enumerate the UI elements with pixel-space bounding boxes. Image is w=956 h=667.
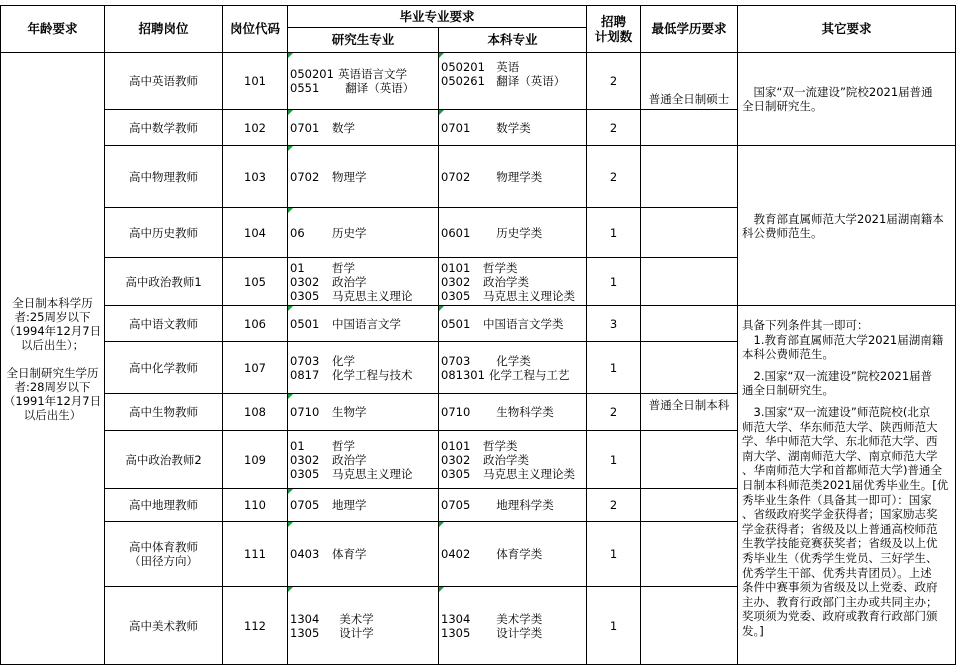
major-code: 0703: [290, 353, 320, 368]
plan-cell: [587, 146, 640, 207]
plan-count: 1: [609, 452, 618, 467]
major-name: 化学工程与技术: [332, 367, 413, 382]
major-name: 物理学: [332, 169, 367, 184]
major-name: 英语: [489, 60, 520, 74]
grid-line: [0, 664, 956, 665]
comment-marker: [288, 146, 293, 151]
other-req-line: 2.国家“双一流建设”院校2021届普: [742, 368, 933, 383]
post-code: 111: [244, 547, 266, 561]
plan-cell: [587, 110, 640, 145]
post-name: 高中历史教师: [129, 225, 198, 240]
plan-cell: [587, 431, 640, 488]
major-code: 0101: [441, 438, 471, 453]
post-code: 106: [244, 316, 266, 331]
plan-count: 1: [609, 618, 618, 633]
header-major-group-label: 毕业专业要求: [399, 8, 475, 24]
post-cell: [105, 342, 222, 393]
ug-major-cell: [441, 394, 586, 430]
code-cell: [223, 53, 287, 109]
other-req-line: 本科公费师范生。: [742, 347, 834, 362]
code-cell: [223, 394, 287, 430]
major-name: 数学类: [489, 120, 531, 135]
post-cell: [105, 489, 222, 521]
major-name: 体育学: [332, 547, 367, 561]
plan-cell: [587, 522, 640, 586]
header-other-label: 其它要求: [821, 21, 872, 36]
plan-cell: [587, 53, 640, 109]
post-code: 107: [244, 360, 266, 375]
grad-major-cell: [290, 342, 438, 393]
post-cell: [105, 146, 222, 207]
edu-label: 普通全日制本科: [648, 398, 730, 412]
post-code: 104: [244, 225, 266, 240]
major-code: 0101: [441, 260, 471, 275]
major-name: 中国语言文学: [332, 316, 401, 331]
major-name: 化学类: [489, 353, 531, 368]
post-code: 109: [244, 452, 266, 467]
post-code: 110: [244, 498, 266, 512]
major-code: 0703: [441, 353, 471, 368]
plan-count: 1: [609, 547, 618, 561]
plan-count: 3: [609, 316, 618, 331]
post-cell: [105, 208, 222, 257]
major-name: 翻译（英语）: [489, 74, 566, 88]
major-name: 哲学类: [483, 438, 518, 453]
other-req-line: 1.教育部直属师范大学2021届湖南籍: [742, 332, 944, 347]
comment-marker: [439, 522, 444, 527]
header-plan: [587, 6, 640, 52]
post-cell: [105, 258, 222, 305]
other-req-line: 学、华中师范大学、东北师范大学、西: [742, 434, 938, 449]
post-name: 高中地理教师: [129, 498, 198, 512]
major-code: 0701: [441, 120, 471, 135]
grad-major-cell: [290, 258, 438, 305]
major-name: 历史学类: [489, 225, 543, 240]
code-cell: [223, 258, 287, 305]
major-name: 化学: [332, 353, 355, 368]
other-req-line: 生教学技能竞赛获奖者；省级及以上优: [742, 536, 938, 551]
other-req-line: 优秀学生干部、优秀共青团员）。上述: [742, 565, 932, 580]
major-name: 翻译（英语）: [338, 81, 415, 95]
major-name: 生物学: [332, 405, 367, 419]
plan-cell: [587, 342, 640, 393]
header-plan-line2: 计划数: [594, 29, 633, 44]
grad-major-cell: [290, 431, 438, 488]
comment-marker: [288, 489, 293, 494]
plan-cell: [587, 208, 640, 257]
other-requirement-1: [738, 53, 955, 145]
post-name: 高中体育教师: [129, 540, 198, 554]
major-code: 0302: [441, 274, 471, 289]
major-code: 0305: [290, 466, 320, 481]
major-code: 01: [290, 438, 305, 453]
other-req-line: 日制本科师范类2021届优秀毕业生。[优: [742, 477, 949, 492]
major-name: 美术学类: [489, 611, 543, 626]
other-req-line: 全日制研究生。: [742, 99, 823, 113]
major-name: 哲学: [332, 260, 355, 275]
other-req-line: 发。]: [742, 623, 764, 638]
grad-major-cell: [290, 146, 438, 207]
header-post: [105, 6, 222, 52]
major-code: 0302: [290, 452, 320, 467]
comment-marker: [288, 587, 293, 592]
post-cell: [105, 522, 222, 586]
code-cell: [223, 146, 287, 207]
major-name: 哲学类: [483, 260, 518, 275]
comment-marker: [439, 110, 444, 115]
other-req-line: 学金获得者；省级及以上普通高校师范: [742, 521, 938, 536]
major-code: 0501: [441, 316, 471, 331]
major-code: 0403: [290, 547, 320, 561]
major-code: 081301: [441, 367, 485, 382]
grid-line: [438, 27, 439, 665]
ug-major-cell: [441, 587, 586, 664]
code-cell: [223, 208, 287, 257]
major-name: 数学: [332, 120, 355, 135]
major-code: 1305: [290, 625, 320, 640]
post-name: 高中化学教师: [129, 360, 198, 375]
edu-label: 普通全日制硕士: [648, 92, 730, 106]
plan-count: 2: [609, 120, 618, 135]
major-code: 1304: [290, 611, 320, 626]
ug-major-cell: [441, 146, 586, 207]
major-code: 050261: [441, 74, 485, 88]
major-name: 设计学类: [489, 625, 543, 640]
other-req-line: 通全日制研究生。: [742, 383, 834, 398]
grad-major-cell: [290, 110, 438, 145]
major-name: 政治学: [332, 452, 367, 467]
major-code: 0817: [290, 367, 320, 382]
major-code: 0601: [441, 225, 471, 240]
major-code: 0501: [290, 316, 320, 331]
other-req-line: 、华南师范大学和首都师范大学)普通全: [742, 463, 942, 478]
header-grad-major: [288, 28, 438, 52]
header-age: [1, 6, 104, 52]
header-code-label: 岗位代码: [229, 21, 280, 36]
post-code: 108: [244, 405, 266, 419]
major-code: 1304: [441, 611, 471, 626]
grad-major-cell: [290, 53, 438, 109]
post-cell: [105, 431, 222, 488]
grad-major-cell: [290, 522, 438, 586]
ug-major-cell: [441, 489, 586, 521]
other-req-line: 秀毕业生（优秀学生党员、三好学生、: [742, 550, 938, 565]
post-name: 高中语文教师: [129, 316, 198, 331]
age-req-line: 者:28周岁以下: [14, 379, 91, 394]
major-name: 马克思主义理论类: [483, 288, 575, 303]
plan-count: 2: [609, 498, 618, 512]
other-req-line: [742, 398, 951, 405]
ug-major-cell: [441, 208, 586, 257]
comment-marker: [288, 208, 293, 213]
comment-marker: [288, 306, 293, 311]
header-edu: [641, 6, 737, 52]
plan-count: 2: [609, 405, 618, 419]
header-plan-line1: 招聘: [600, 14, 626, 29]
grid-line: [287, 5, 288, 665]
other-req-line: 秀毕业生条件（具备其一即可）：国家: [742, 492, 932, 507]
post-cell: [105, 306, 222, 341]
header-code: [223, 6, 287, 52]
other-req-line: [742, 362, 951, 369]
code-cell: [223, 110, 287, 145]
other-req-line: 具备下列条件其一即可：: [742, 318, 869, 332]
edu-requirement-grad: [641, 53, 737, 145]
major-name: 生物科学类: [489, 405, 554, 419]
major-code: 0402: [441, 547, 471, 561]
comment-marker: [288, 522, 293, 527]
major-code: 01: [290, 260, 305, 275]
code-cell: [223, 431, 287, 488]
other-requirement-3: [738, 318, 955, 658]
major-name: 化学工程与工艺: [489, 367, 570, 382]
major-code: 050201: [290, 67, 334, 81]
post-direction: （田径方向）: [129, 554, 198, 568]
ug-major-cell: [441, 60, 586, 102]
header-age-label: 年龄要求: [27, 21, 78, 36]
age-req-line: （1991年12月7日: [3, 393, 102, 408]
other-req-line: 、省级政府奖学金获得者；国家励志奖: [742, 507, 938, 522]
age-req-line: 全日制本科学历: [12, 295, 93, 310]
major-code: 0702: [290, 169, 320, 184]
post-cell: [105, 53, 222, 109]
major-code: 0701: [290, 120, 320, 135]
header-post-label: 招聘岗位: [138, 21, 189, 36]
post-name: 高中物理教师: [129, 169, 198, 184]
ug-major-cell: [441, 306, 586, 341]
header-major-group: [288, 6, 586, 27]
grad-major-cell: [290, 306, 438, 341]
code-cell: [223, 489, 287, 521]
code-cell: [223, 522, 287, 586]
major-code: 0710: [441, 405, 471, 419]
major-name: 哲学: [332, 438, 355, 453]
major-code: 0305: [441, 288, 471, 303]
major-name: 马克思主义理论: [332, 466, 413, 481]
other-req-line: 南大学、湖南师范大学、南京师范大学: [742, 448, 938, 463]
major-code: 06: [290, 225, 305, 240]
major-name: 政治学类: [483, 274, 529, 289]
major-code: 0702: [441, 169, 471, 184]
plan-count: 1: [609, 274, 618, 289]
major-name: 政治学类: [483, 452, 529, 467]
age-requirement: [1, 53, 104, 664]
plan-cell: [587, 258, 640, 305]
header-ug-major: [439, 28, 586, 52]
grad-major-cell: [290, 394, 438, 430]
post-code: 112: [244, 618, 266, 633]
other-req-line: 科公费师范生。: [742, 225, 823, 240]
ug-major-cell: [441, 110, 586, 145]
post-name: 高中英语教师: [129, 74, 198, 88]
grad-major-cell: [290, 208, 438, 257]
major-name: 马克思主义理论类: [483, 466, 575, 481]
plan-count: 2: [609, 74, 618, 88]
header-ug-major-label: 本科专业: [487, 32, 538, 47]
post-name: 高中政治教师2: [125, 452, 202, 467]
post-name: 高中生物教师: [129, 405, 198, 419]
post-cell: [105, 110, 222, 145]
plan-cell: [587, 587, 640, 664]
comment-marker: [288, 53, 293, 58]
ug-major-cell: [441, 258, 586, 305]
major-code: 0705: [290, 498, 320, 512]
plan-count: 1: [609, 360, 618, 375]
major-name: 英语语言文学: [338, 67, 407, 81]
other-req-line: 师范大学、华东师范大学、陕西师范大: [742, 419, 938, 434]
header-edu-label: 最低学历要求: [651, 21, 727, 36]
major-code: 0305: [290, 288, 320, 303]
post-name: 高中美术教师: [129, 618, 198, 633]
plan-cell: [587, 489, 640, 521]
edu-requirement-ug: [641, 146, 737, 664]
age-req-line: 者:25周岁以下: [14, 309, 91, 324]
major-code: 0305: [441, 466, 471, 481]
major-name: 地理科学类: [489, 498, 554, 512]
plan-cell: [587, 306, 640, 341]
age-req-line: 全日制研究生学历: [6, 365, 99, 380]
plan-cell: [587, 394, 640, 430]
other-req-line: 奖项须为党委、政府或教育行政部门颁: [742, 609, 938, 624]
comment-marker: [439, 587, 444, 592]
post-code: 101: [244, 74, 266, 88]
other-req-line: 条件中赛事须为省级及以上党委、政府: [742, 580, 938, 595]
other-requirement-2: [738, 146, 955, 305]
major-code: 1305: [441, 625, 471, 640]
post-code: 102: [244, 120, 266, 135]
ug-major-cell: [441, 431, 586, 488]
plan-count: 2: [609, 169, 618, 184]
post-name: 高中政治教师1: [125, 274, 202, 289]
age-req-line: 以后出生）；: [20, 337, 85, 352]
code-cell: [223, 306, 287, 341]
major-code: 050201: [441, 60, 485, 74]
comment-marker: [288, 110, 293, 115]
major-code: 0705: [441, 498, 471, 512]
comment-marker: [439, 53, 444, 58]
age-req-line: （1994年12月7日: [3, 323, 102, 338]
major-name: 体育学类: [489, 547, 543, 561]
code-cell: [223, 587, 287, 664]
other-req-line: 教育部直属师范大学2021届湖南籍本: [742, 211, 944, 226]
major-name: 设计学: [332, 625, 374, 640]
ug-major-cell: [441, 342, 586, 393]
major-name: 美术学: [332, 611, 374, 626]
post-code: 105: [244, 274, 266, 289]
major-code: 0302: [290, 274, 320, 289]
post-cell: [105, 394, 222, 430]
major-code: 0551: [290, 81, 320, 95]
comment-marker: [439, 306, 444, 311]
major-name: 中国语言文学类: [483, 316, 564, 331]
major-name: 物理学类: [489, 169, 543, 184]
major-name: 地理学: [332, 498, 367, 512]
post-name: 高中数学教师: [129, 120, 198, 135]
major-name: 政治学: [332, 274, 367, 289]
post-cell: [105, 587, 222, 664]
header-other: [738, 6, 955, 52]
age-req-line: 以后出生）: [23, 407, 82, 422]
comment-marker: [288, 394, 293, 399]
other-req-line: 国家“双一流建设”院校2021届普通: [742, 85, 933, 99]
major-code: 0710: [290, 405, 320, 419]
other-req-line: 主办、教育行政部门主办或共同主办；: [742, 594, 938, 609]
grad-major-cell: [290, 587, 438, 664]
plan-count: 1: [609, 225, 618, 240]
other-req-line: 3.国家“双一流建设”师范院校(北京: [742, 404, 931, 419]
header-grad-major-label: 研究生专业: [331, 32, 395, 47]
ug-major-cell: [441, 522, 586, 586]
major-name: 马克思主义理论: [332, 288, 413, 303]
grad-major-cell: [290, 489, 438, 521]
code-cell: [223, 342, 287, 393]
major-name: 历史学: [332, 225, 367, 240]
post-code: 103: [244, 169, 266, 184]
major-code: 0302: [441, 452, 471, 467]
